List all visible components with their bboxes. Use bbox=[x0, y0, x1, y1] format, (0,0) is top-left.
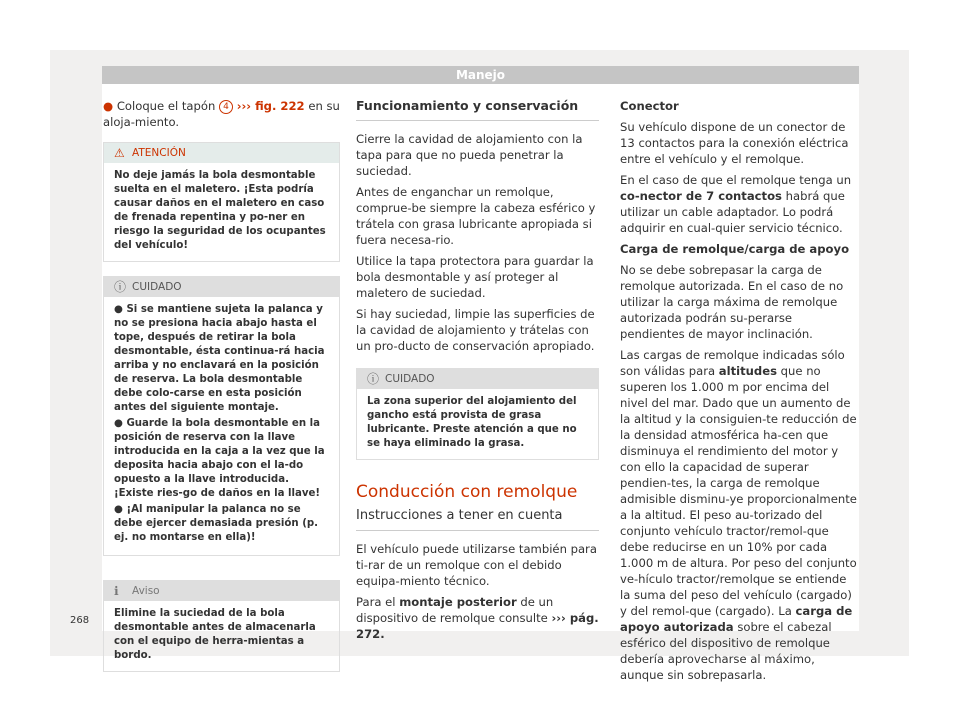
bullet-icon: ● bbox=[103, 99, 114, 113]
note-text: Elimine la suciedad de la bola desmontable antes de almacenarla con el equipo de herra-mientas a bordo. bbox=[114, 608, 316, 661]
section-title: Funcionamiento y conservación bbox=[356, 98, 599, 121]
page-link[interactable]: ››› pág. 272. bbox=[356, 611, 599, 641]
caution-title: CUIDADO bbox=[132, 281, 182, 293]
column-left bbox=[103, 98, 340, 686]
warning-text: No deje jamás la bola desmontable suelta en el maletero. ¡Esta podría causar daños en el maletero en caso de frenada repentina y po-ner en riesgo la seguridad de los ocupantes del vehículo! bbox=[114, 170, 326, 251]
warning-box bbox=[103, 142, 340, 262]
intro-paragraph: ● Coloque el tapón 4 ››› fig. 222 en su aloja-miento. bbox=[103, 99, 340, 129]
subsection-title: Instrucciones a tener en cuenta bbox=[356, 508, 599, 531]
caution-item: ● ¡Al manipular la palanca no se debe ejercer demasiada presión (p. ej. no montarse en ella)! bbox=[114, 504, 319, 543]
note-box bbox=[103, 580, 340, 672]
caution-item: ● Guarde la bola desmontable en la posición de reserva con la llave introducida en la caja a la vez que la deposita hacia abajo con el la-do opuesto a la llave introducida. ¡Existe ries-go de daños en la llave! bbox=[114, 418, 325, 499]
column-right bbox=[620, 98, 859, 688]
warning-triangle-icon: ⚠ bbox=[114, 146, 125, 160]
callout-number: 4 bbox=[219, 100, 233, 114]
paragraph: Su vehículo dispone de un conector de 13 contactos para la conexión eléctrica entre el vehículo y el remolque. bbox=[620, 120, 849, 166]
paragraph: Si hay suciedad, limpie las superficies de la cavidad de alojamiento y trátelas con un pro-ducto de conservación apropiado. bbox=[356, 307, 595, 353]
info-icon: ℹ bbox=[114, 584, 119, 598]
paragraph: El vehículo puede utilizarse también para ti-rar de un remolque con el debido equipa-miento técnico. bbox=[356, 542, 597, 588]
paragraph: Para el montaje posterior de un dispositivo de remolque consulte ››› pág. 272. bbox=[356, 595, 599, 641]
caution-text: La zona superior del alojamiento del gancho está provista de grasa lubricante. Preste atención a que no se haya eliminado la grasa. bbox=[367, 396, 577, 449]
caution-item: ● Si se mantiene sujeta la palanca y no se presiona hacia abajo hasta el tope, después de retirar la bola desmontable, ésta continua-rá hacia arriba y no enclavará en la posición de reserva. La bola desmontable debe colo-carse en esta posición antes del siguiente montaje. bbox=[114, 304, 325, 413]
paragraph: Utilice la tapa protectora para guardar la bola desmontable y así proteger al maletero de suciedad. bbox=[356, 254, 594, 300]
paragraph: En el caso de que el remolque tenga un co-nector de 7 contactos habrá que utilizar un cable adaptador. Lo podrá adquirir en cual-quier servicio técnico. bbox=[620, 173, 852, 235]
paragraph: Cierre la cavidad de alojamiento con la tapa para que no pueda penetrar la suciedad. bbox=[356, 132, 583, 178]
page-number: 268 bbox=[70, 615, 90, 626]
paragraph: Antes de enganchar un remolque, comprue-be siempre la cabeza esférico y trátela con grasa lubricante apropiada si fuera necesa-rio. bbox=[356, 185, 596, 247]
figure-link[interactable]: ››› fig. 222 bbox=[236, 99, 305, 113]
heading: Carga de remolque/carga de apoyo bbox=[620, 242, 850, 256]
caution-icon: ⓘ bbox=[367, 372, 380, 386]
caution-title: CUIDADO bbox=[385, 373, 435, 385]
heading: Conector bbox=[620, 99, 679, 113]
caution-box-2 bbox=[356, 368, 599, 460]
warning-title: ATENCIÓN bbox=[132, 147, 186, 159]
chapter-title: Conducción con remolque bbox=[356, 482, 578, 502]
paragraph: Las cargas de remolque indicadas sólo son válidas para altitudes que no superen los 1.000 m por encima del nivel del mar. Dado que un aumento de la altitud y la consiguien-te reducción de la densidad atmosférica ha-cen que disminuya el rendimiento del motor y con ello la capacidad de superar pendien-tes, la carga de remolque admisible disminu-ye proporcionalmente a la altitud. El peso au-torizado del conjunto vehículo tractor/remol-que debe reducirse en un 10% por cada 1.000 m de altura. Por peso del conjunto ve-hículo tractor/remolque se entiende la suma del peso del vehículo (cargado) y del remol-que (cargado). La carga de apoyo autorizada sobre el cabezal esférico del dispositivo de remolque debería aprovecharse al máximo, aunque sin sobrepasarla. bbox=[620, 348, 857, 682]
page-header: Manejo bbox=[102, 66, 859, 84]
paragraph: No se debe sobrepasar la carga de remolque autorizada. En el caso de no utilizar la carga máxima de remolque autorizada podrán su-perarse pendientes de mayor inclinación. bbox=[620, 263, 844, 341]
column-middle bbox=[356, 98, 599, 647]
caution-icon: ⓘ bbox=[114, 280, 127, 294]
caution-box bbox=[103, 276, 340, 556]
note-title: Aviso bbox=[132, 585, 160, 597]
